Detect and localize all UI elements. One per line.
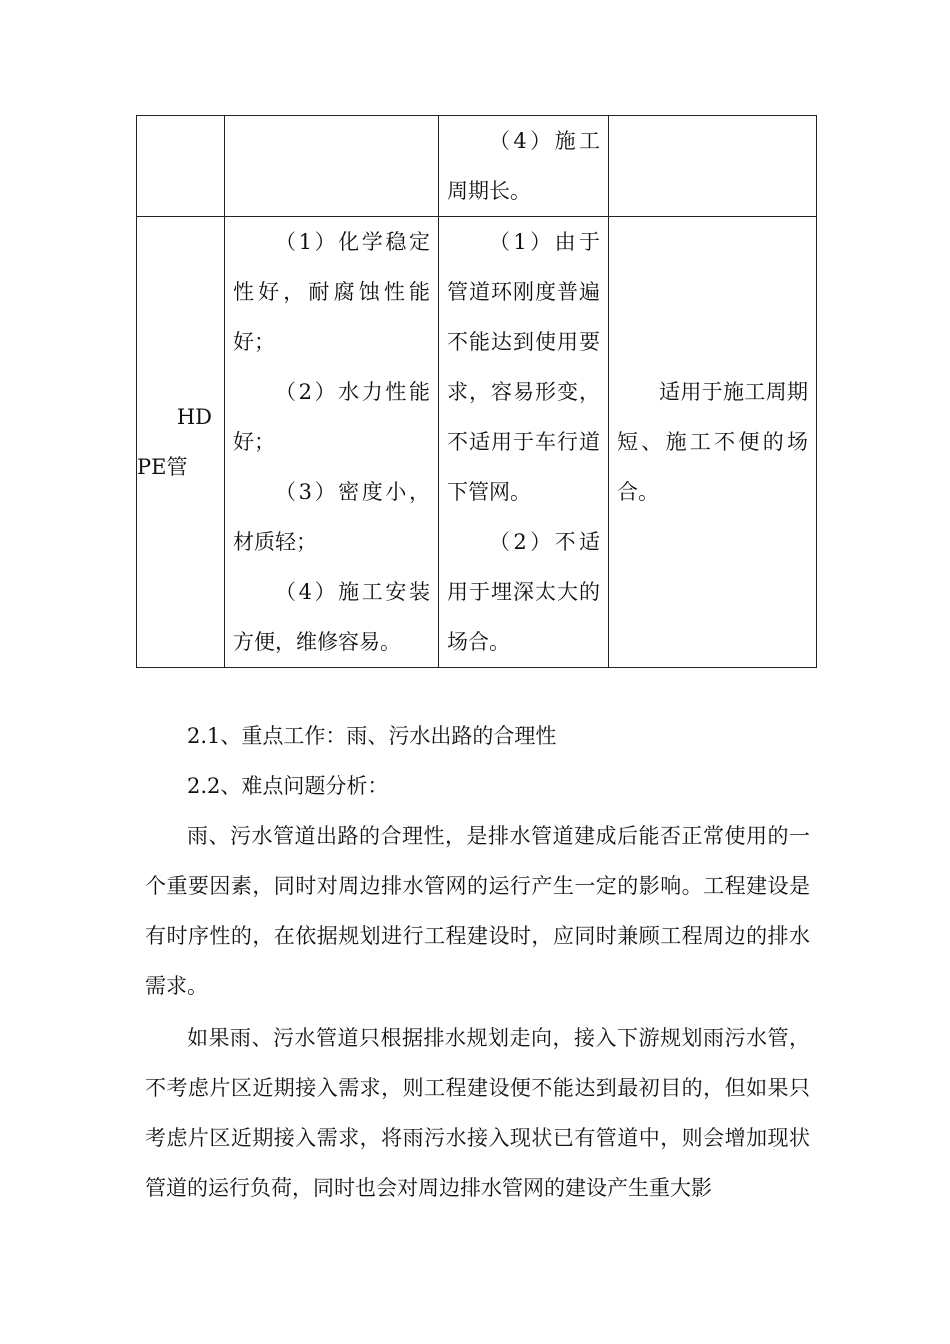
table-cell-disadvantages: [439, 217, 609, 668]
table-row: [137, 116, 817, 217]
table-cell-advantages: [225, 217, 439, 668]
disadvantage-item: （2）不适用于埋深太大的场合。: [447, 530, 600, 654]
table-cell-application: [609, 217, 817, 668]
body-paragraph: 如果雨、污水管道只根据排水规划走向，接入下游规划雨污水管，不考虑片区近期接入需求，则工程建设便不能达到最初目的，但如果只考虑片区近期接入需求，将雨污水接入现状已有管道中，则会增加现状管道的运行负荷，同时也会对周边排水管网的建设产生重大影: [145, 1026, 810, 1200]
table-cell-material: [137, 217, 225, 668]
section-heading-2-1: 2.1、重点工作：雨、污水出路的合理性: [187, 724, 557, 748]
advantage-item: （4）施工安装方便，维修容易。: [233, 580, 430, 654]
material-name-part1: HD: [176, 405, 212, 429]
material-name-part2: PE管: [137, 455, 188, 479]
pipe-comparison-table: [136, 115, 817, 668]
body-paragraph: 雨、污水管道出路的合理性，是排水管道建成后能否正常使用的一个重要因素，同时对周边排水管网的运行产生一定的影响。工程建设是有时序性的，在依据规划进行工程建设时，应同时兼顾工程周边的排水需求。: [145, 824, 810, 998]
table-cell-material: [137, 116, 225, 217]
table-cell-advantages: [225, 116, 439, 217]
table-row: [137, 217, 817, 668]
disadvantage-item: （1）由于管道环刚度普遍不能达到使用要求，容易形变，不适用于车行道下管网。: [447, 230, 600, 504]
advantage-item: （2）水力性能好；: [233, 380, 430, 454]
table-cell-disadvantages: [439, 116, 609, 217]
advantage-item: （3）密度小，材质轻；: [233, 480, 430, 554]
application-text: 适用于施工周期短、施工不便的场合。: [617, 380, 808, 504]
section-heading-2-2: 2.2、难点问题分析：: [187, 774, 389, 798]
disadvantage-item: （4）施工周期长。: [447, 129, 600, 203]
advantage-item: （1）化学稳定性好，耐腐蚀性能好；: [233, 230, 430, 354]
table-cell-application: [609, 116, 817, 217]
